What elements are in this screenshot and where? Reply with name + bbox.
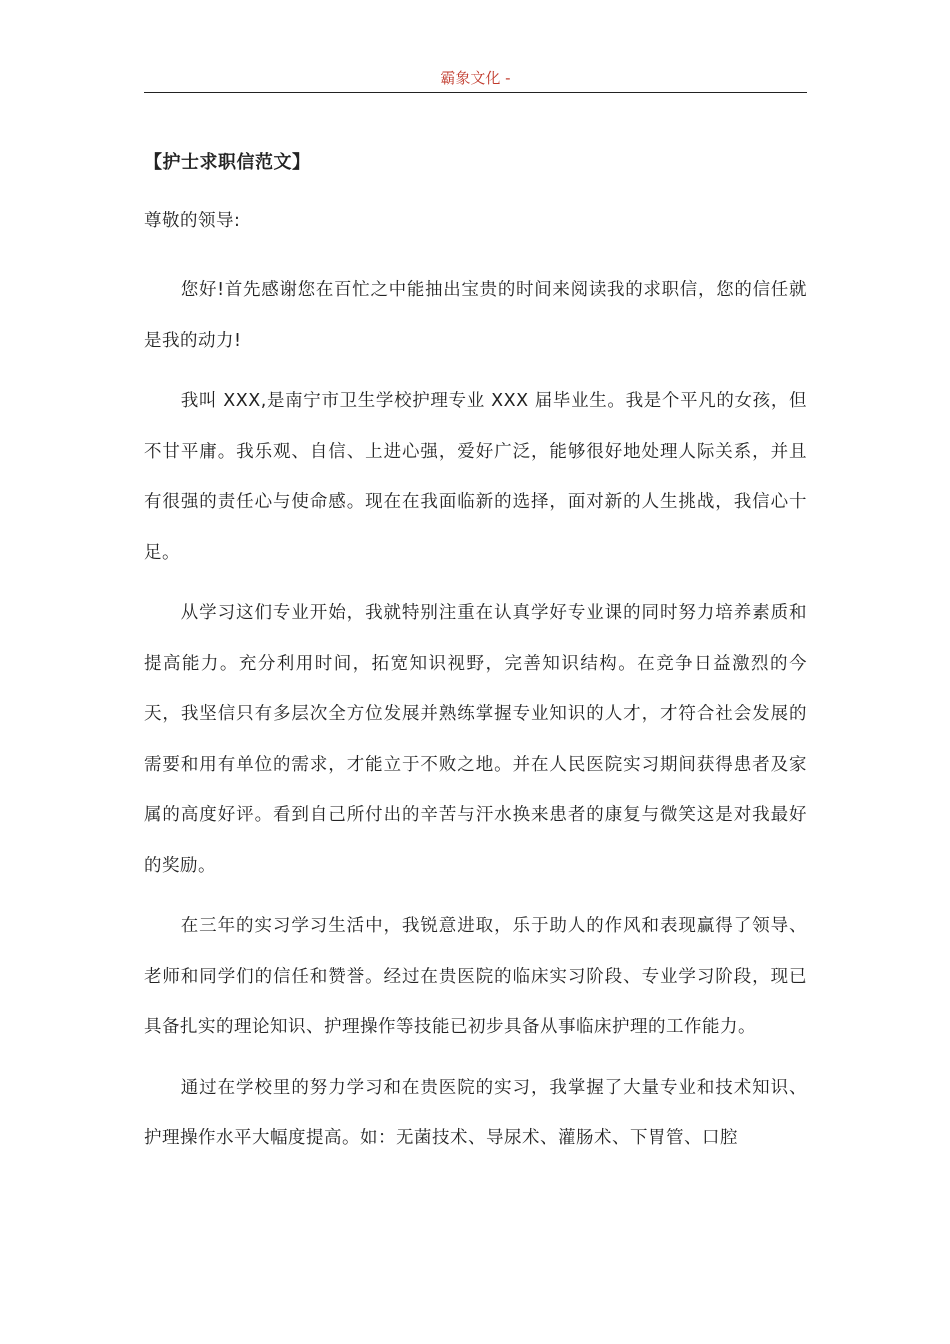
document-title: 【护士求职信范文】 [144, 152, 311, 173]
paragraph-greeting: 您好!首先感谢您在百忙之中能抽出宝贵的时间来阅读我的求职信，您的信任就是我的动力! [144, 280, 807, 351]
paragraph-study: 从学习这们专业开始，我就特别注重在认真学好专业课的同时努力培养素质和提高能力。充分利用时间，拓宽知识视野，完善知识结构。在竞争日益激烈的今天，我坚信只有多层次全方位发展并熟练掌握专业知识的人才，才符合社会发展的需要和用有单位的需求，才能立于不败之地。并在人民医院实习期间获得患者及家属的高度好评。看到自己所付出的辛苦与汗水换来患者的康复与微笑这是对我最好的奖励。 [144, 603, 807, 876]
header-text: 霸象文化 - [440, 69, 511, 87]
page-header [144, 64, 807, 93]
paragraph-introduction: 我叫 XXX,是南宁市卫生学校护理专业 XXX 届毕业生。我是个平凡的女孩，但不甘平庸。我乐观、自信、上进心强，爱好广泛，能够很好地处理人际关系，并且有很强的责任心与使命感。现在在我面临新的选择，面对新的人生挑战，我信心十足。 [144, 391, 807, 563]
paragraph-skills: 通过在学校里的努力学习和在贵医院的实习，我掌握了大量专业和技术知识、护理操作水平大幅度提高。如：无菌技术、导尿术、灌肠术、下胃管、口腔 [144, 1077, 807, 1148]
paragraph-internship: 在三年的实习学习生活中，我锐意进取，乐于助人的作风和表现赢得了领导、老师和同学们的信任和赞誉。经过在贵医院的临床实习阶段、专业学习阶段，现已具备扎实的理论知识、护理操作等技能已初步具备从事临床护理的工作能力。 [144, 916, 807, 1037]
document-body [144, 145, 807, 1174]
salutation: 尊敬的领导: [144, 211, 241, 231]
